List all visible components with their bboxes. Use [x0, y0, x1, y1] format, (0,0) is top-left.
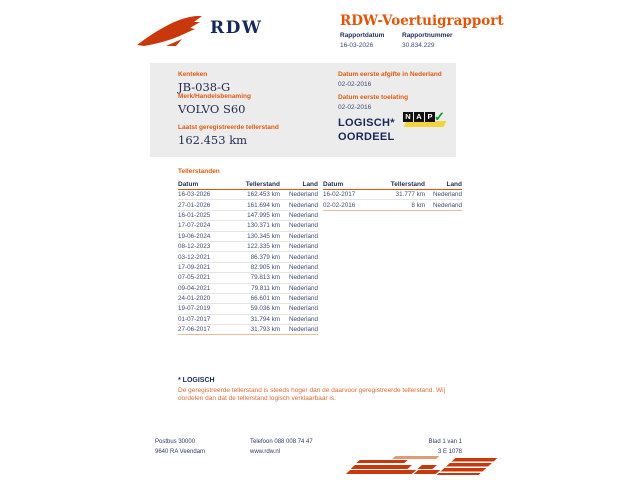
- cell-tellerstand: 31.794 km: [250, 315, 280, 323]
- footer-contact: [250, 438, 313, 457]
- table-header-right: [323, 178, 462, 190]
- table-row: [178, 294, 318, 304]
- cell-datum: 24-01-2020: [178, 295, 211, 303]
- merk-label: Merk/Handelsbenaming: [178, 93, 251, 100]
- cell-datum: 17-09-2021: [178, 263, 211, 271]
- kenteken-label: Kenteken: [178, 71, 208, 78]
- rdw-logo: [136, 13, 262, 47]
- table-row: [178, 284, 318, 294]
- table-row: [178, 190, 318, 200]
- laatste-tellerstand-value: 162.453 km: [178, 133, 248, 147]
- stripe: [346, 470, 416, 474]
- table-body-right: [323, 190, 462, 211]
- report-date-label: Rapportdatum: [340, 32, 385, 39]
- footer-website: www.rdw.nl: [250, 448, 281, 455]
- tellerstanden-section-title: Tellerstanden: [178, 168, 220, 175]
- col-land: Land: [302, 181, 318, 188]
- cell-datum: 09-04-2021: [178, 284, 211, 292]
- col-tellerstand: Tellerstand: [245, 181, 280, 188]
- cell-land: Nederland: [288, 222, 318, 230]
- oordeel-line1: LOGISCH*: [338, 117, 395, 129]
- toelating-value: 02-02-2016: [338, 104, 372, 111]
- footnote-text: De geregistreerde tellerstand is steeds hoger dan de daarvoor geregistreerde tellerstand. Wij oordelen dan dat de tellerstand logisch verklaarbaar is.: [178, 387, 446, 402]
- col-datum: Datum: [178, 181, 199, 188]
- cell-tellerstand: 59.036 km: [250, 305, 280, 313]
- kenteken-value: JB-038-G: [178, 80, 231, 94]
- cell-datum: 07-05-2021: [178, 274, 211, 282]
- laatste-tellerstand-field: [178, 124, 279, 147]
- cell-land: Nederland: [432, 191, 462, 199]
- afgifte-field: [338, 71, 442, 88]
- cell-datum: 19-07-2019: [178, 305, 211, 313]
- footer-address: [155, 438, 205, 457]
- cell-tellerstand: 161.694 km: [247, 201, 280, 209]
- vehicle-summary-box: [150, 63, 456, 157]
- cell-tellerstand: 86.379 km: [250, 253, 280, 261]
- nap-letter-a: A: [414, 112, 424, 122]
- table-row: [178, 252, 318, 262]
- table-row: [178, 325, 318, 334]
- oordeel-verdict: [338, 116, 395, 144]
- cell-datum: 01-07-2017: [178, 315, 211, 323]
- cell-tellerstand: 79.813 km: [250, 274, 280, 282]
- cell-tellerstand: 130.371 km: [247, 222, 280, 230]
- cell-land: Nederland: [288, 295, 318, 303]
- cell-land: Nederland: [432, 201, 462, 209]
- afgifte-value: 02-02-2016: [338, 81, 372, 88]
- rdw-wordmark: RDW: [210, 18, 263, 38]
- cell-tellerstand: 8 km: [411, 201, 425, 209]
- footer-page-number: Blad 1 van 1: [428, 439, 462, 445]
- cell-tellerstand: 31.777 km: [395, 191, 425, 199]
- merk-value: VOLVO S60: [178, 102, 246, 116]
- cell-tellerstand: 147.995 km: [247, 211, 280, 219]
- footer-address-line1: Postbus 30000: [155, 439, 196, 445]
- col-land: Land: [446, 181, 462, 188]
- cell-datum: 03-12-2021: [178, 253, 211, 261]
- footer-form-code: 3 E 1078: [437, 448, 462, 455]
- stripe: [356, 460, 407, 463]
- cell-land: Nederland: [288, 315, 318, 323]
- cell-tellerstand: 82.905 km: [250, 263, 280, 271]
- stripe: [351, 465, 412, 469]
- table-row: [178, 211, 318, 221]
- merk-field: [178, 93, 251, 116]
- report-date-value: 16-03-2026: [340, 42, 374, 49]
- toelating-field: [338, 94, 408, 111]
- report-number-value: 30.834.229: [402, 42, 435, 49]
- cell-tellerstand: 79.811 km: [251, 284, 280, 292]
- cell-land: Nederland: [288, 232, 318, 240]
- footer-phone: Telefoon 088 008 74 47: [250, 439, 313, 445]
- report-date: [340, 32, 386, 49]
- cell-datum: 16-03-2026: [178, 191, 211, 199]
- cell-tellerstand: 31.793 km: [250, 326, 280, 334]
- logisch-footnote: [178, 377, 452, 403]
- cell-tellerstand: 122.335 km: [247, 243, 280, 251]
- table-row: [178, 273, 318, 283]
- table-row: [178, 263, 318, 273]
- table-row: [178, 304, 318, 314]
- laatste-tellerstand-label: Laatst geregistreerde tellerstand: [178, 124, 279, 131]
- cell-datum: 17-07-2024: [178, 222, 211, 230]
- cell-land: Nederland: [288, 274, 318, 282]
- nap-checkmark-icon: ✓: [434, 109, 445, 124]
- afgifte-label: Datum eerste afgifte in Nederland: [338, 71, 442, 78]
- table-row: [178, 200, 318, 210]
- footnote-heading: * LOGISCH: [178, 377, 215, 384]
- cell-datum: 19-06-2024: [178, 232, 211, 240]
- cell-datum: 16-01-2025: [178, 211, 211, 219]
- stripe-block: [437, 458, 498, 475]
- cell-land: Nederland: [288, 191, 318, 199]
- cell-land: Nederland: [288, 326, 318, 334]
- table-row: [323, 190, 462, 200]
- table-row: [178, 315, 318, 325]
- table-row: [178, 232, 318, 242]
- rdw-eagle-icon: [136, 13, 204, 47]
- oordeel-line2: OORDEEL: [338, 131, 395, 143]
- cell-land: Nederland: [288, 263, 318, 271]
- col-datum: Datum: [323, 181, 344, 188]
- stripe: [418, 465, 437, 469]
- rdw-speed-stripes-graphic: [348, 455, 494, 479]
- cell-datum: 27-06-2017: [178, 326, 211, 334]
- table-header-left: [178, 178, 318, 190]
- stripe: [393, 456, 440, 459]
- report-number-label: Rapportnummer: [402, 32, 453, 39]
- cell-datum: 27-01-2026: [178, 201, 211, 209]
- nap-letter-p: P: [425, 112, 435, 122]
- cell-land: Nederland: [288, 305, 318, 313]
- cell-datum: 16-02-2017: [323, 191, 356, 199]
- col-tellerstand: Tellerstand: [390, 181, 425, 188]
- cell-tellerstand: 130.345 km: [247, 232, 280, 240]
- toelating-label: Datum eerste toelating: [338, 94, 409, 101]
- cell-datum: 08-12-2023: [178, 243, 211, 251]
- odometer-table-right: [323, 178, 462, 211]
- table-row: [323, 200, 462, 209]
- footer-address-line2: 9640 RA Veendam: [155, 448, 206, 455]
- nap-letter-n: N: [403, 112, 413, 122]
- kenteken-field: [178, 71, 230, 94]
- cell-datum: 02-02-2016: [323, 201, 356, 209]
- table-row: [178, 221, 318, 231]
- cell-land: Nederland: [288, 211, 318, 219]
- odometer-table-left: [178, 178, 318, 335]
- cell-tellerstand: 66.601 km: [250, 295, 280, 303]
- nap-logo: [403, 109, 449, 130]
- cell-land: Nederland: [288, 243, 318, 251]
- page-title: RDW-Voertuigrapport: [340, 13, 504, 29]
- report-number: [402, 32, 453, 49]
- cell-land: Nederland: [288, 284, 318, 292]
- cell-land: Nederland: [288, 253, 318, 261]
- cell-tellerstand: 162.453 km: [247, 191, 280, 199]
- cell-land: Nederland: [288, 201, 318, 209]
- table-body-left: [178, 190, 318, 335]
- report-meta: [340, 32, 453, 49]
- table-row: [178, 242, 318, 252]
